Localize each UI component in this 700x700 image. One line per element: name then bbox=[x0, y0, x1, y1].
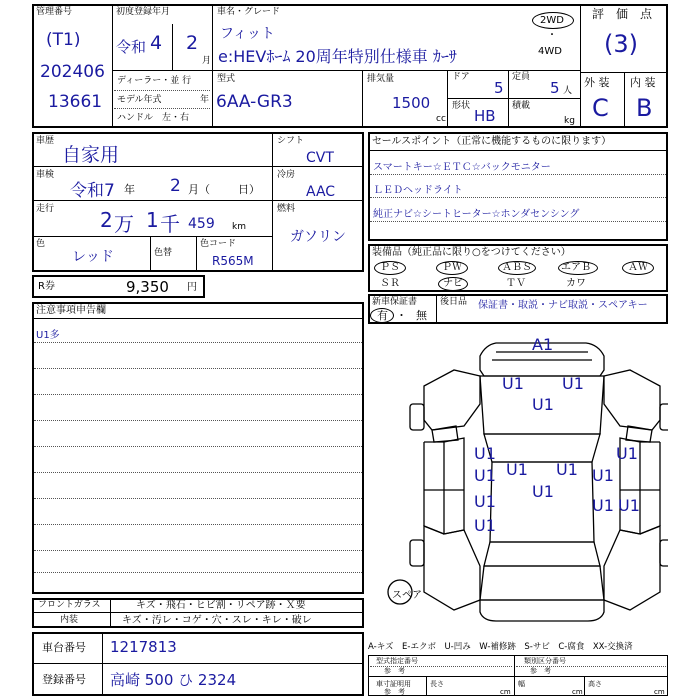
plate-number: 高崎 500 ひ 2324 bbox=[110, 671, 237, 689]
mileage-1k: 1 bbox=[146, 208, 159, 232]
exterior-label: 外 装 bbox=[584, 76, 610, 89]
rear-fender-left bbox=[424, 526, 480, 610]
fuel-label: 燃料 bbox=[277, 204, 296, 214]
dealer-label: ディーラー・並 行 bbox=[117, 76, 192, 86]
sales-line-2: ＬＥＤヘッドライト bbox=[373, 185, 463, 196]
after-items: 保証書・取説・ナビ取説・スペアキー bbox=[478, 300, 648, 311]
inspection-day-unit: 日） bbox=[238, 183, 260, 196]
name-label: 車名・グレード bbox=[217, 7, 281, 17]
tailgate bbox=[480, 566, 604, 600]
mark-u1-hood-left: U1 bbox=[502, 374, 524, 393]
sales-line-3: 純正ナビ☆シートヒーター☆ホンダセンシング bbox=[373, 209, 580, 220]
equip-tv: ＴＶ bbox=[506, 278, 526, 289]
spec-cert: 車寸証明用 bbox=[376, 680, 411, 688]
wheel-rr bbox=[660, 540, 668, 566]
mark-u1-right-front-fender: U1 bbox=[616, 444, 638, 463]
after-label: 後日品 bbox=[440, 297, 468, 307]
rating-label: 評 価 点 bbox=[592, 7, 653, 21]
front-fender-left bbox=[424, 370, 480, 430]
drive-dot: ・ bbox=[547, 30, 557, 41]
equip-aw: ＡＷ bbox=[628, 262, 648, 273]
doors: 5 bbox=[494, 79, 504, 97]
mark-u1-roof-right: U1 bbox=[556, 460, 578, 479]
spare-label: スペア bbox=[392, 590, 422, 601]
mileage-rest: 459 bbox=[188, 216, 215, 232]
equip-leather: カワ bbox=[566, 278, 586, 289]
recycle-label: R券 bbox=[38, 281, 55, 292]
color: レッド bbox=[72, 249, 114, 265]
warranty-yes: 有 bbox=[377, 309, 388, 322]
sales-line-1: スマートキー☆ＥＴＣ☆バックモニター bbox=[373, 162, 551, 173]
spec-height-unit: cm bbox=[654, 688, 665, 696]
car-name: フィット bbox=[220, 26, 275, 42]
yen-unit: 円 bbox=[187, 282, 197, 293]
interior-label: 内 装 bbox=[630, 76, 656, 89]
equip-airbag: エアＢ bbox=[561, 262, 591, 273]
spec-type-ref: 参 考 bbox=[384, 667, 405, 675]
wheel-rl bbox=[410, 540, 424, 566]
equip-abs: ＡＢＳ bbox=[502, 262, 532, 273]
interior-damage-options: キズ・汚レ・コゲ・穴・スレ・キレ・破レ bbox=[122, 615, 312, 626]
front-fender-right bbox=[604, 370, 660, 430]
inspection-year-unit: 年 bbox=[124, 183, 135, 196]
body-side-left bbox=[444, 438, 464, 534]
recolor-label: 色替 bbox=[154, 248, 173, 258]
spec-length-unit: cm bbox=[500, 688, 511, 696]
mark-u1-left-rear-1: U1 bbox=[474, 492, 496, 511]
mark-a1: A1 bbox=[532, 335, 554, 354]
drive-2wd: 2WD bbox=[540, 15, 564, 26]
rear-fender-right bbox=[604, 526, 660, 610]
spec-width: 幅 bbox=[518, 680, 525, 688]
recycle-fee: 9,350 bbox=[126, 278, 169, 296]
load-label: 積載 bbox=[512, 101, 531, 111]
capacity-label: 定員 bbox=[512, 72, 531, 82]
mark-u1-left-rear-2: U1 bbox=[474, 516, 496, 535]
warranty-no: 無 bbox=[416, 309, 427, 322]
interior-damage-label: 内装 bbox=[60, 615, 79, 625]
month-unit: 月 bbox=[202, 56, 212, 66]
equip-sr: ＳＲ bbox=[380, 278, 400, 289]
model: 6AA-GR3 bbox=[216, 92, 293, 112]
session: (T1) bbox=[46, 30, 81, 50]
spec-class-no: 類別区分番号 bbox=[524, 657, 566, 665]
sales-title: セールスポイント（正常に機能するものに限ります） bbox=[372, 136, 612, 147]
handle-label: ハンドル 左・右 bbox=[117, 113, 190, 123]
displacement-label: 排気量 bbox=[367, 74, 395, 84]
door-right bbox=[640, 442, 660, 534]
interior-grade: B bbox=[636, 94, 653, 122]
color-code: R565M bbox=[212, 254, 254, 268]
ac-label: 冷房 bbox=[277, 170, 296, 180]
mark-u1-right-rear-1: U1 bbox=[592, 496, 614, 515]
notes-label: 注意事項申告欄 bbox=[36, 305, 106, 316]
equipment-title: 装備品（純正品に限り○をつけてください） bbox=[372, 247, 571, 258]
shift-label: シフト bbox=[277, 136, 305, 146]
year-unit: 年 bbox=[200, 95, 210, 105]
spec-class-ref: 参 考 bbox=[530, 667, 551, 675]
mark-u1-left-front-door: U1 bbox=[474, 444, 496, 463]
reg-year: 4 bbox=[150, 32, 163, 54]
inspection-month-unit: 月（ bbox=[188, 183, 210, 196]
chassis-number: 1217813 bbox=[110, 638, 177, 656]
damage-legend: A-キズ E-エクボ U-凹み W-補修跡 S-サビ C-腐食 XX-交換済 bbox=[368, 642, 633, 652]
front-glass-label: フロントガラス bbox=[38, 600, 101, 610]
shift: CVT bbox=[306, 150, 334, 166]
rear-window bbox=[484, 542, 600, 566]
exterior-grade: C bbox=[592, 94, 609, 122]
spec-type-no: 型式指定番号 bbox=[376, 657, 418, 665]
wheel-fr bbox=[660, 404, 668, 430]
history: 自家用 bbox=[62, 144, 120, 166]
front-glass-options: キズ・飛石・ヒビ割・リペア跡・Ｘ要 bbox=[136, 600, 306, 611]
mark-u1-right-front-door: U1 bbox=[592, 466, 614, 485]
fuel: ガソリン bbox=[290, 229, 346, 245]
equip-pw: ＰＷ bbox=[442, 262, 462, 273]
shape: HB bbox=[474, 107, 496, 125]
mark-u1-hood-center: U1 bbox=[532, 395, 554, 414]
rating: (3) bbox=[604, 30, 638, 58]
lot-number: 13661 bbox=[48, 92, 103, 112]
shape-label: 形状 bbox=[452, 101, 471, 111]
kg-unit: kg bbox=[564, 116, 575, 126]
mark-u1-hood-right: U1 bbox=[562, 374, 584, 393]
mark-u1-roof-center: U1 bbox=[532, 482, 554, 501]
windshield bbox=[484, 434, 600, 462]
note-line-1: U1多 bbox=[36, 330, 60, 341]
recycle-box bbox=[32, 275, 205, 298]
reg-era: 令和 bbox=[116, 38, 147, 56]
mileage-label: 走行 bbox=[36, 204, 55, 214]
color-code-label: 色コード bbox=[200, 239, 237, 249]
mileage-sen: 千 bbox=[160, 212, 180, 236]
spec-cert-ref: 参 考 bbox=[384, 688, 405, 696]
inspection-month: 2 bbox=[170, 176, 181, 196]
capacity: 5 bbox=[550, 79, 560, 97]
inspection-label: 車検 bbox=[36, 170, 55, 180]
km-unit: km bbox=[232, 222, 246, 232]
equip-ps: ＰＳ bbox=[380, 262, 400, 273]
warranty-label: 新車保証書 bbox=[372, 297, 418, 307]
mileage-10k: 2 bbox=[100, 208, 113, 232]
plate-label: 登録番号 bbox=[42, 673, 86, 686]
chassis-label: 車台番号 bbox=[42, 641, 86, 654]
car-grade: e:HEVﾎｰﾑ 20周年特別仕様車 ｶｰｻ bbox=[218, 47, 457, 66]
wheel-fl bbox=[410, 404, 424, 430]
mark-u1-left-pillar: U1 bbox=[474, 466, 496, 485]
displacement: 1500 bbox=[392, 94, 431, 112]
model-year-label: モデル年式 bbox=[117, 95, 162, 105]
inspection-era: 令和7 bbox=[70, 181, 115, 201]
lot-label: 管理番号 bbox=[36, 7, 73, 17]
mark-u1-right-rear-2: U1 bbox=[618, 496, 640, 515]
model-label: 型式 bbox=[217, 74, 236, 84]
door-left bbox=[424, 442, 444, 534]
reg-label: 初度登録年月 bbox=[116, 7, 171, 17]
history-label: 車歴 bbox=[36, 136, 55, 146]
spec-length: 長さ bbox=[430, 680, 444, 688]
warranty-sep: ・ bbox=[396, 309, 407, 322]
cc-unit: cc bbox=[436, 114, 446, 124]
rear-bumper bbox=[480, 600, 604, 621]
spec-height: 高さ bbox=[588, 680, 602, 688]
mark-u1-roof-left: U1 bbox=[506, 460, 528, 479]
reg-month: 2 bbox=[186, 32, 199, 54]
color-label: 色 bbox=[36, 239, 46, 249]
mileage-man: 万 bbox=[114, 212, 134, 236]
lot-date: 202406 bbox=[40, 62, 105, 82]
door-label: ドア bbox=[452, 72, 470, 82]
spec-width-unit: cm bbox=[572, 688, 583, 696]
equip-navi: ナビ bbox=[443, 278, 463, 289]
ac: AAC bbox=[306, 184, 336, 200]
capacity-unit: 人 bbox=[563, 86, 573, 96]
drive-4wd: 4WD bbox=[538, 46, 562, 57]
